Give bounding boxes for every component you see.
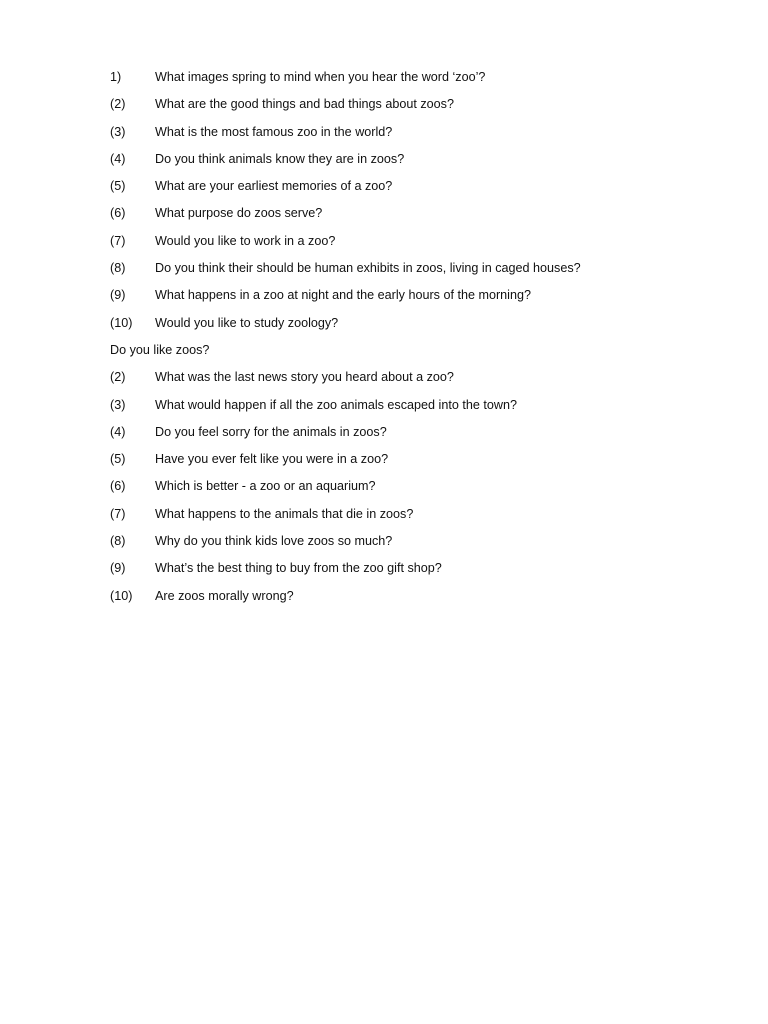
question-item bbox=[110, 531, 730, 558]
question-number: (9) bbox=[110, 288, 126, 303]
question-item bbox=[110, 367, 730, 394]
question-text: Would you like to study zoology? bbox=[155, 315, 339, 330]
question-number: (7) bbox=[110, 233, 126, 248]
question-number: (6) bbox=[110, 206, 126, 221]
question-text: What’s the best thing to buy from the zoo gift shop? bbox=[155, 561, 442, 576]
question-item bbox=[110, 122, 730, 149]
question-text: What is the most famous zoo in the world? bbox=[155, 124, 393, 139]
question-item bbox=[110, 176, 730, 203]
question-item bbox=[110, 313, 730, 340]
question-item bbox=[110, 94, 730, 121]
question-item bbox=[110, 586, 730, 613]
question-item bbox=[110, 558, 730, 585]
question-item bbox=[110, 203, 730, 230]
question-text: What would happen if all the zoo animals escaped into the town? bbox=[155, 397, 517, 412]
question-number: 1) bbox=[110, 70, 122, 84]
question-number: (10) bbox=[110, 588, 133, 603]
question-text: Would you like to work in a zoo? bbox=[155, 233, 336, 248]
question-list bbox=[110, 67, 730, 613]
question-number: (2) bbox=[110, 370, 126, 385]
question-item bbox=[110, 149, 730, 176]
question-number: (6) bbox=[110, 479, 126, 494]
question-text: What was the last news story you heard about a zoo? bbox=[155, 370, 454, 385]
question-text: Which is better - a zoo or an aquarium? bbox=[155, 479, 376, 494]
question-text: What images spring to mind when you hear the word ‘zoo’? bbox=[155, 70, 486, 84]
question-number: (5) bbox=[110, 179, 126, 194]
question-number: (9) bbox=[110, 561, 126, 576]
question-text: Have you ever felt like you were in a zoo? bbox=[155, 452, 389, 467]
question-number: (10) bbox=[110, 315, 133, 330]
question-number: (5) bbox=[110, 452, 126, 467]
question-number: (3) bbox=[110, 397, 126, 412]
question-number: (3) bbox=[110, 124, 126, 139]
question-text: Are zoos morally wrong? bbox=[155, 588, 294, 603]
question-text: Why do you think kids love zoos so much? bbox=[155, 534, 393, 549]
question-number: (4) bbox=[110, 424, 126, 439]
question-item bbox=[110, 449, 730, 476]
question-item bbox=[110, 231, 730, 258]
question-item bbox=[110, 67, 730, 94]
question-item bbox=[110, 504, 730, 531]
question-text: Do you think animals know they are in zoos? bbox=[155, 151, 405, 166]
question-text: What happens in a zoo at night and the early hours of the morning? bbox=[155, 288, 531, 303]
question-text: What happens to the animals that die in zoos? bbox=[155, 506, 414, 521]
question-text: What purpose do zoos serve? bbox=[155, 206, 323, 221]
question-item bbox=[110, 476, 730, 503]
question-text: Do you think their should be human exhibits in zoos, living in caged houses? bbox=[155, 261, 581, 276]
question-item bbox=[110, 422, 730, 449]
question-number: (8) bbox=[110, 534, 126, 549]
question-text: Do you feel sorry for the animals in zoos? bbox=[155, 424, 387, 439]
question-number: (4) bbox=[110, 151, 126, 166]
question-number: (7) bbox=[110, 506, 126, 521]
question-number: (8) bbox=[110, 261, 126, 276]
section-heading: Do you like zoos? bbox=[110, 342, 210, 357]
question-item bbox=[110, 258, 730, 285]
question-number: (2) bbox=[110, 97, 126, 112]
question-text: What are the good things and bad things about zoos? bbox=[155, 97, 454, 112]
question-item bbox=[110, 285, 730, 312]
question-text: What are your earliest memories of a zoo? bbox=[155, 179, 393, 194]
question-item bbox=[110, 395, 730, 422]
